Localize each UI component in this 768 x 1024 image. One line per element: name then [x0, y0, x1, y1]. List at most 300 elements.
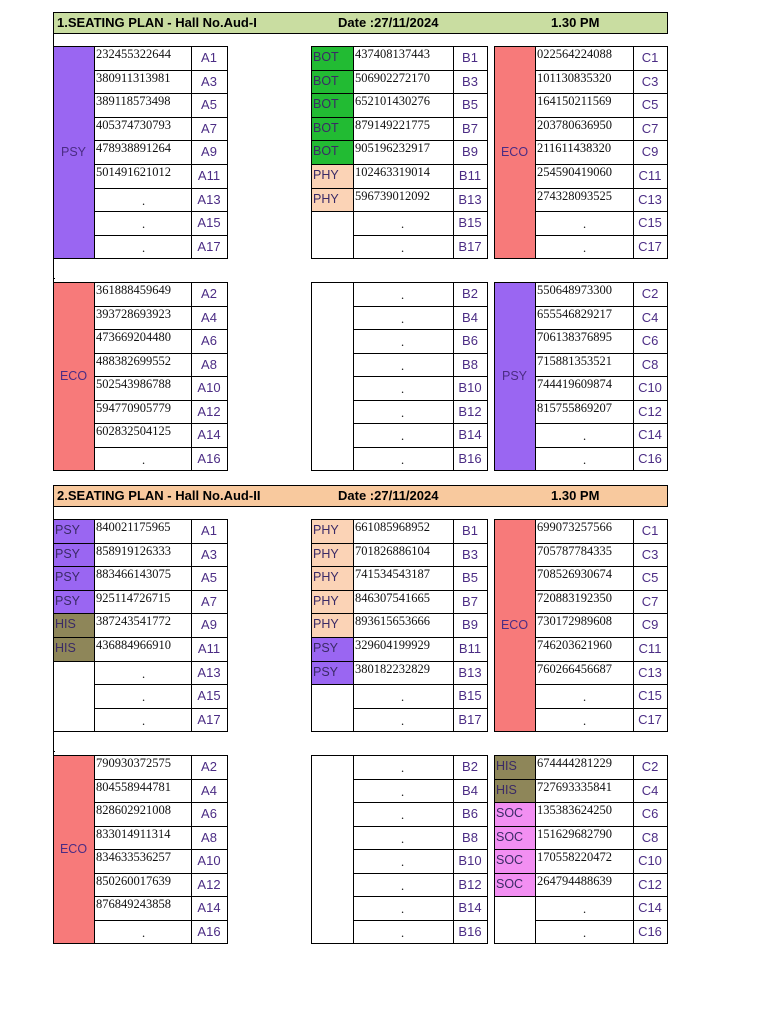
grid-line	[667, 519, 668, 732]
seat-number: A3	[201, 546, 217, 562]
grid-line	[311, 117, 354, 118]
seat-number: A17	[197, 238, 221, 254]
grid-line	[94, 566, 228, 567]
grid-line	[494, 282, 668, 283]
grid-line	[53, 661, 95, 662]
roll-number: 596739012092	[355, 188, 430, 203]
empty-dot: .	[142, 713, 146, 728]
grid-line	[94, 590, 228, 591]
roll-number: 361888459649	[96, 283, 171, 297]
seat-number: B3	[462, 73, 478, 89]
roll-number: 741534543187	[355, 567, 430, 582]
roll-number: 846307541665	[355, 590, 430, 605]
seat-number: B12	[458, 876, 482, 892]
grid-line	[535, 896, 668, 897]
empty-dot: .	[583, 690, 587, 705]
seat-number: C1	[641, 50, 659, 65]
grid-line	[535, 70, 668, 71]
grid-line	[535, 353, 668, 354]
roll-number: 720883192350	[537, 590, 612, 605]
roll-number: 232455322644	[96, 47, 171, 61]
subject-label: PHY	[313, 593, 339, 608]
plan-date: Date :27/11/2024	[338, 15, 439, 30]
grid-line	[353, 400, 488, 401]
subject-label: PHY	[313, 546, 339, 561]
grid-line	[353, 519, 354, 732]
grid-line	[535, 826, 668, 827]
grid-line	[53, 282, 54, 471]
grid-line	[311, 93, 354, 94]
grid-line	[487, 755, 488, 944]
seat-number: C6	[641, 333, 659, 348]
seat-number: C4	[641, 309, 659, 325]
seat-number: B11	[458, 641, 482, 656]
seat-number: C10	[638, 380, 662, 395]
roll-number: 151629682790	[537, 826, 612, 841]
grid-line	[535, 519, 536, 732]
grid-line	[494, 731, 668, 732]
roll-number: 102463319014	[355, 165, 430, 179]
grid-line	[667, 755, 668, 944]
roll-number: 655546829217	[537, 306, 612, 321]
grid-line	[311, 519, 488, 520]
seat-number: B4	[462, 309, 478, 325]
seat-number: C12	[638, 876, 662, 892]
seat-number: C3	[641, 73, 659, 89]
grid-line	[311, 566, 354, 567]
seat-number: B15	[458, 688, 482, 704]
grid-line	[535, 873, 668, 874]
roll-number: 329604199929	[355, 638, 430, 652]
seat-number: B5	[462, 570, 478, 586]
roll-number: 501491621012	[96, 165, 171, 179]
grid-line	[494, 46, 495, 259]
subject-label: HIS	[496, 782, 517, 797]
grid-line	[353, 211, 488, 212]
grid-line	[94, 329, 228, 330]
grid-line	[94, 306, 228, 307]
empty-dot: .	[401, 878, 405, 893]
grid-line	[311, 637, 354, 638]
grid-line	[94, 755, 95, 944]
seat-number: A7	[201, 120, 217, 136]
empty-dot: .	[142, 240, 146, 255]
grid-line	[53, 566, 95, 567]
grid-line	[494, 282, 495, 471]
grid-line	[191, 519, 192, 732]
seat-number: A11	[197, 641, 221, 656]
roll-number: 506902272170	[355, 70, 430, 85]
seat-number: B13	[458, 191, 482, 207]
subject-label: PSY	[55, 546, 81, 561]
grid-line	[191, 46, 192, 259]
empty-dot: .	[401, 429, 405, 443]
grid-line	[227, 755, 228, 944]
grid-line	[353, 164, 488, 165]
grid-line	[353, 896, 488, 897]
roll-number: 850260017639	[96, 873, 171, 888]
grid-line	[311, 140, 354, 141]
subject-label: PSY	[60, 145, 86, 160]
grid-line	[311, 661, 354, 662]
roll-number: 730172989608	[537, 614, 612, 629]
empty-dot: .	[583, 452, 587, 467]
seat-number: A12	[197, 876, 221, 892]
grid-line	[53, 46, 54, 259]
seat-number: B1	[462, 523, 478, 538]
grid-line	[633, 282, 634, 471]
subject-label: PHY	[313, 168, 339, 182]
grid-line	[53, 755, 54, 944]
roll-number: 405374730793	[96, 117, 171, 132]
grid-line	[94, 400, 228, 401]
grid-line	[535, 282, 536, 471]
grid-line	[535, 235, 668, 236]
roll-number: 661085968952	[355, 520, 430, 534]
grid-line	[353, 566, 488, 567]
seat-number: B9	[462, 617, 478, 633]
grid-line	[94, 779, 228, 780]
grid-line	[94, 708, 228, 709]
seat-number: B17	[458, 711, 482, 727]
seat-number: A14	[197, 427, 221, 442]
roll-number: 840021175965	[96, 520, 171, 534]
grid-line	[353, 70, 488, 71]
seat-number: A6	[201, 333, 217, 348]
grid-line	[535, 590, 668, 591]
subject-label: PSY	[55, 593, 81, 608]
grid-line	[94, 282, 95, 471]
seat-number: A13	[197, 191, 221, 207]
seat-number: B11	[458, 168, 482, 183]
roll-number: 203780636950	[537, 117, 612, 132]
grid-line	[535, 306, 668, 307]
empty-dot: .	[401, 925, 405, 940]
grid-line	[535, 188, 668, 189]
grid-line	[353, 447, 488, 448]
subject-label: BOT	[313, 144, 339, 159]
roll-number: 833014911314	[96, 826, 171, 841]
roll-number: 674444281229	[537, 756, 612, 770]
grid-line	[353, 802, 488, 803]
subject-label: ECO	[500, 618, 529, 633]
roll-number: 387243541772	[96, 614, 171, 629]
seat-number: B8	[462, 356, 478, 372]
seat-number: C15	[638, 215, 662, 231]
roll-number: 170558220472	[537, 850, 612, 864]
seat-number: C2	[641, 286, 659, 301]
empty-dot: .	[401, 335, 405, 349]
roll-number: 380182232829	[355, 661, 430, 676]
seat-number: A15	[197, 688, 221, 704]
subject-label: PHY	[313, 617, 339, 632]
subject-label: PSY	[501, 369, 527, 383]
seat-number: B12	[458, 403, 482, 419]
grid-line	[94, 93, 228, 94]
roll-number: 760266456687	[537, 661, 612, 676]
subject-label: BOT	[313, 97, 339, 112]
subject-label: PSY	[55, 523, 81, 537]
grid-line	[494, 849, 536, 850]
grid-line	[311, 684, 354, 685]
gap-line	[53, 278, 55, 279]
plan-header	[53, 12, 668, 34]
grid-line	[353, 423, 488, 424]
grid-line	[353, 873, 488, 874]
seat-number: B14	[458, 427, 482, 442]
grid-line	[453, 519, 454, 732]
grid-line	[311, 282, 312, 471]
grid-line	[227, 282, 228, 471]
roll-number: 473669204480	[96, 330, 171, 344]
seat-number: B7	[462, 120, 478, 136]
roll-number: 746203621960	[537, 638, 612, 652]
subject-label: ECO	[59, 842, 88, 856]
seat-number: B17	[458, 238, 482, 254]
empty-dot: .	[401, 855, 405, 869]
subject-label: BOT	[313, 50, 339, 64]
empty-dot: .	[401, 902, 405, 916]
grid-line	[494, 873, 536, 874]
grid-line	[535, 400, 668, 401]
seat-number: A9	[201, 144, 217, 160]
grid-line	[667, 282, 668, 471]
empty-dot: .	[583, 713, 587, 728]
grid-line	[353, 117, 488, 118]
seat-number: A10	[197, 853, 221, 868]
roll-number: 828602921008	[96, 803, 171, 817]
roll-number: 478938891264	[96, 141, 171, 156]
grid-line	[535, 755, 536, 944]
grid-line	[353, 188, 488, 189]
grid-line	[535, 211, 668, 212]
grid-line	[494, 779, 536, 780]
grid-line	[453, 755, 454, 944]
roll-number: 905196232917	[355, 141, 430, 156]
grid-line	[535, 117, 668, 118]
seat-number: B3	[462, 546, 478, 562]
seat-number: A9	[201, 617, 217, 633]
seat-number: C7	[641, 120, 659, 136]
empty-dot: .	[142, 690, 146, 705]
empty-dot: .	[401, 405, 405, 420]
roll-number: 876849243858	[96, 897, 171, 911]
grid-line	[535, 93, 668, 94]
grid-line	[453, 46, 454, 259]
grid-line	[353, 920, 488, 921]
grid-line	[353, 93, 488, 94]
plan-date: Date :27/11/2024	[338, 488, 439, 503]
seat-number: C13	[638, 191, 662, 207]
subject-label: PSY	[313, 664, 339, 679]
grid-line	[353, 637, 488, 638]
seat-number: A3	[201, 73, 217, 89]
grid-line	[311, 755, 312, 944]
grid-line	[94, 353, 228, 354]
grid-line	[311, 46, 312, 259]
grid-line	[535, 447, 668, 448]
grid-line	[535, 849, 668, 850]
empty-dot: .	[583, 429, 587, 443]
roll-number: 804558944781	[96, 779, 171, 794]
empty-dot: .	[401, 808, 405, 822]
seat-number: A17	[197, 711, 221, 727]
seat-number: B2	[462, 286, 478, 301]
subject-label: PSY	[55, 570, 81, 585]
grid-line	[353, 235, 488, 236]
seat-number: B10	[458, 380, 482, 395]
seat-number: C11	[638, 641, 662, 656]
seat-number: C3	[641, 546, 659, 562]
grid-line	[633, 46, 634, 259]
grid-line	[94, 849, 228, 850]
grid-line	[311, 943, 488, 944]
grid-line	[494, 826, 536, 827]
grid-line	[353, 708, 488, 709]
seat-number: C5	[641, 570, 659, 586]
grid-line	[94, 613, 228, 614]
grid-line	[94, 46, 95, 259]
seat-number: A16	[197, 450, 221, 466]
empty-dot: .	[142, 666, 146, 681]
seat-number: A10	[197, 380, 221, 395]
seat-number: C2	[641, 759, 659, 774]
empty-dot: .	[401, 452, 405, 467]
seat-number: A7	[201, 593, 217, 609]
grid-line	[494, 755, 668, 756]
seat-number: A11	[197, 168, 221, 183]
grid-line	[535, 543, 668, 544]
grid-line	[94, 376, 228, 377]
grid-line	[535, 566, 668, 567]
empty-dot: .	[142, 217, 146, 232]
grid-line	[353, 755, 354, 944]
grid-line	[353, 376, 488, 377]
subject-label: PHY	[313, 191, 339, 206]
grid-line	[94, 684, 228, 685]
roll-number: 488382699552	[96, 353, 171, 368]
roll-number: 701826886104	[355, 543, 430, 558]
subject-label: BOT	[313, 73, 339, 88]
seat-number: B6	[462, 333, 478, 348]
grid-line	[94, 543, 228, 544]
seat-number: A8	[201, 356, 217, 372]
grid-line	[633, 755, 634, 944]
grid-line	[535, 779, 668, 780]
roll-number: 834633536257	[96, 850, 171, 864]
empty-dot: .	[583, 217, 587, 232]
seat-number: C7	[641, 593, 659, 609]
seat-number: B15	[458, 215, 482, 231]
seat-number: A13	[197, 664, 221, 680]
grid-line	[353, 543, 488, 544]
grid-line	[353, 353, 488, 354]
grid-line	[453, 282, 454, 471]
plan-title: 2.SEATING PLAN - Hall No.Aud-II	[57, 488, 261, 503]
plan-title: 1.SEATING PLAN - Hall No.Aud-I	[57, 15, 257, 30]
empty-dot: .	[401, 382, 405, 396]
roll-number: 815755869207	[537, 400, 612, 415]
grid-line	[94, 661, 228, 662]
seat-number: C6	[641, 806, 659, 821]
grid-line	[535, 376, 668, 377]
grid-line	[494, 896, 536, 897]
seat-number: B8	[462, 829, 478, 845]
subject-label: ECO	[500, 145, 529, 160]
roll-number: 744419609874	[537, 377, 612, 391]
roll-number: 705787784335	[537, 543, 612, 558]
grid-line	[94, 164, 228, 165]
seat-number: A15	[197, 215, 221, 231]
empty-dot: .	[401, 784, 405, 799]
grid-line	[94, 637, 228, 638]
seat-number: B6	[462, 806, 478, 821]
grid-line	[53, 519, 54, 732]
grid-line	[535, 637, 668, 638]
empty-dot: .	[401, 288, 405, 302]
grid-line	[94, 826, 228, 827]
roll-number: 708526930674	[537, 567, 612, 582]
roll-number: 699073257566	[537, 520, 612, 534]
seat-number: C17	[638, 711, 662, 727]
grid-line	[311, 188, 354, 189]
subject-label: HIS	[55, 617, 76, 632]
roll-number: 502543986788	[96, 377, 171, 391]
grid-line	[535, 46, 536, 259]
seat-number: C1	[641, 523, 659, 538]
subject-label: ECO	[59, 369, 88, 383]
roll-number: 393728693923	[96, 306, 171, 321]
seat-number: B16	[458, 923, 482, 939]
grid-line	[494, 470, 668, 471]
grid-line	[494, 46, 668, 47]
roll-number: 727693335841	[537, 779, 612, 794]
seat-number: A4	[201, 309, 217, 325]
grid-line	[353, 779, 488, 780]
roll-number: 264794488639	[537, 873, 612, 888]
grid-line	[191, 282, 192, 471]
empty-dot: .	[401, 240, 405, 255]
roll-number: 893615653666	[355, 614, 430, 629]
grid-line	[53, 755, 228, 756]
grid-line	[94, 802, 228, 803]
seat-number: A5	[201, 97, 217, 113]
grid-line	[53, 543, 95, 544]
plan-time: 1.30 PM	[551, 15, 600, 30]
grid-line	[94, 140, 228, 141]
roll-number: 594770905779	[96, 400, 171, 415]
grid-line	[94, 920, 228, 921]
subject-label: SOC	[496, 853, 524, 867]
seat-number: C14	[638, 900, 662, 915]
empty-dot: .	[583, 902, 587, 916]
grid-line	[53, 519, 228, 520]
roll-number: 135383624250	[537, 803, 612, 817]
roll-number: 436884966910	[96, 638, 171, 652]
seat-number: A5	[201, 570, 217, 586]
roll-number: 380911313981	[96, 70, 171, 85]
grid-line	[311, 755, 488, 756]
seat-number: C15	[638, 688, 662, 704]
roll-number: 925114726715	[96, 590, 171, 605]
roll-number: 274328093525	[537, 188, 612, 203]
roll-number: 883466143075	[96, 567, 171, 582]
roll-number: 715881353521	[537, 353, 612, 368]
grid-line	[487, 519, 488, 732]
grid-line	[535, 708, 668, 709]
seat-number: B1	[462, 50, 478, 65]
empty-dot: .	[142, 193, 146, 208]
